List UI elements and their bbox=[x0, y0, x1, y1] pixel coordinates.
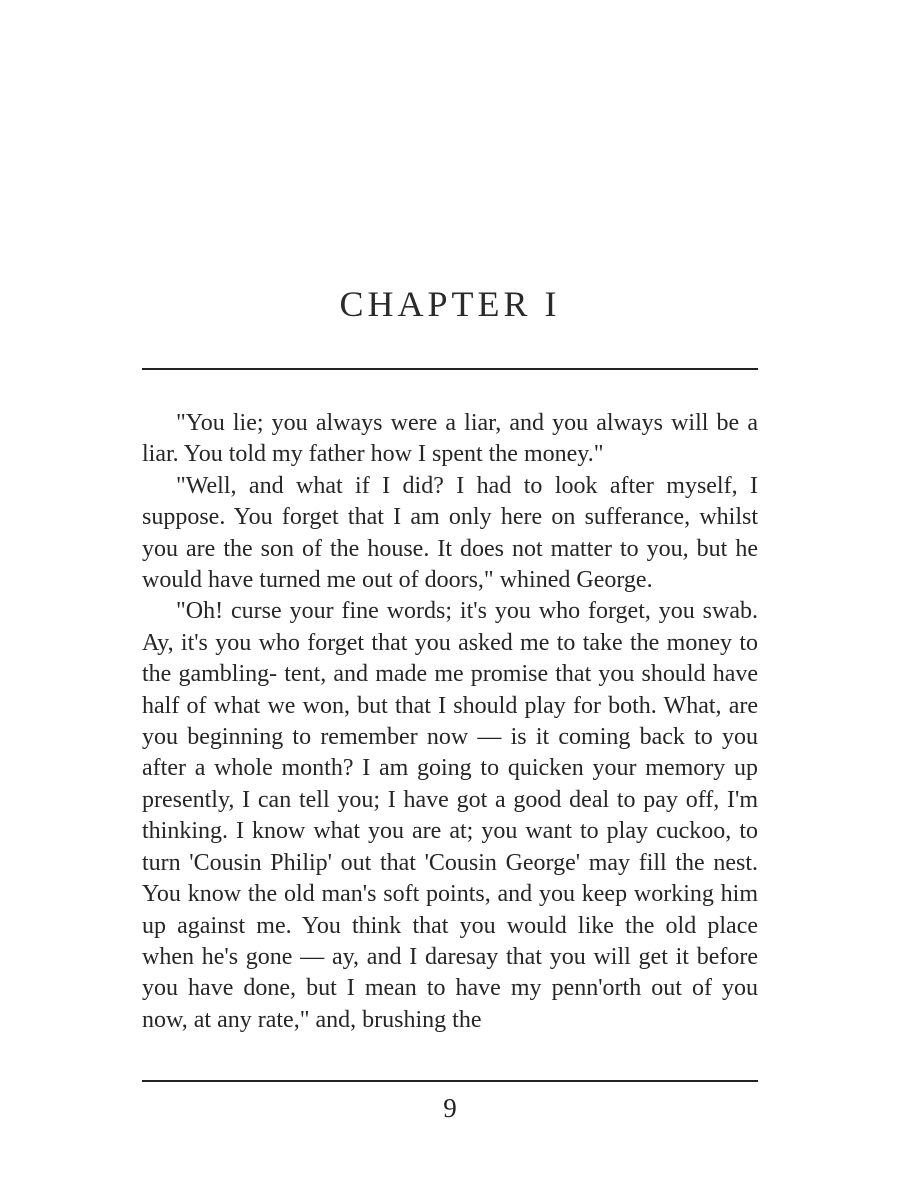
footer-divider-rule bbox=[142, 1080, 758, 1082]
paragraph: "Well, and what if I did? I had to look after myself, I suppose. You forget that I am only here on sufferance, whilst you are the son of the house. It does not matter to you, but he would have turned me out of doors," whined George. bbox=[142, 472, 758, 594]
chapter-divider-rule bbox=[142, 368, 758, 370]
paragraph: "You lie; you always were a liar, and you always will be a liar. You told my father how I spent the money." bbox=[142, 410, 758, 468]
chapter-title: CHAPTER I bbox=[339, 284, 561, 324]
body-text bbox=[142, 408, 758, 1036]
paragraph: "Oh! curse your fine words; it's you who forget, you swab. Ay, it's you who forget that you asked me to take the money to the gambling- tent, and made me promise that you should have half of what we won, but that I should play for both. What, are you beginning to remember now — is it coming back to you after a whole month? I am going to quicken your memory up presently, I can tell you; I have got a good deal to pay off, I'm thinking. I know what you are at; you want to play cuckoo, to turn 'Cousin Philip' out that 'Cousin George' may fill the nest. You know the old man's soft points, and you keep working him up against me. You think that you would like the old place when he's gone — ay, and I daresay that you will get it before you have done, but I mean to have my penn'orth out of you now, at any rate," and, brushing the bbox=[142, 598, 758, 1033]
page-number: 9 bbox=[443, 1093, 457, 1123]
